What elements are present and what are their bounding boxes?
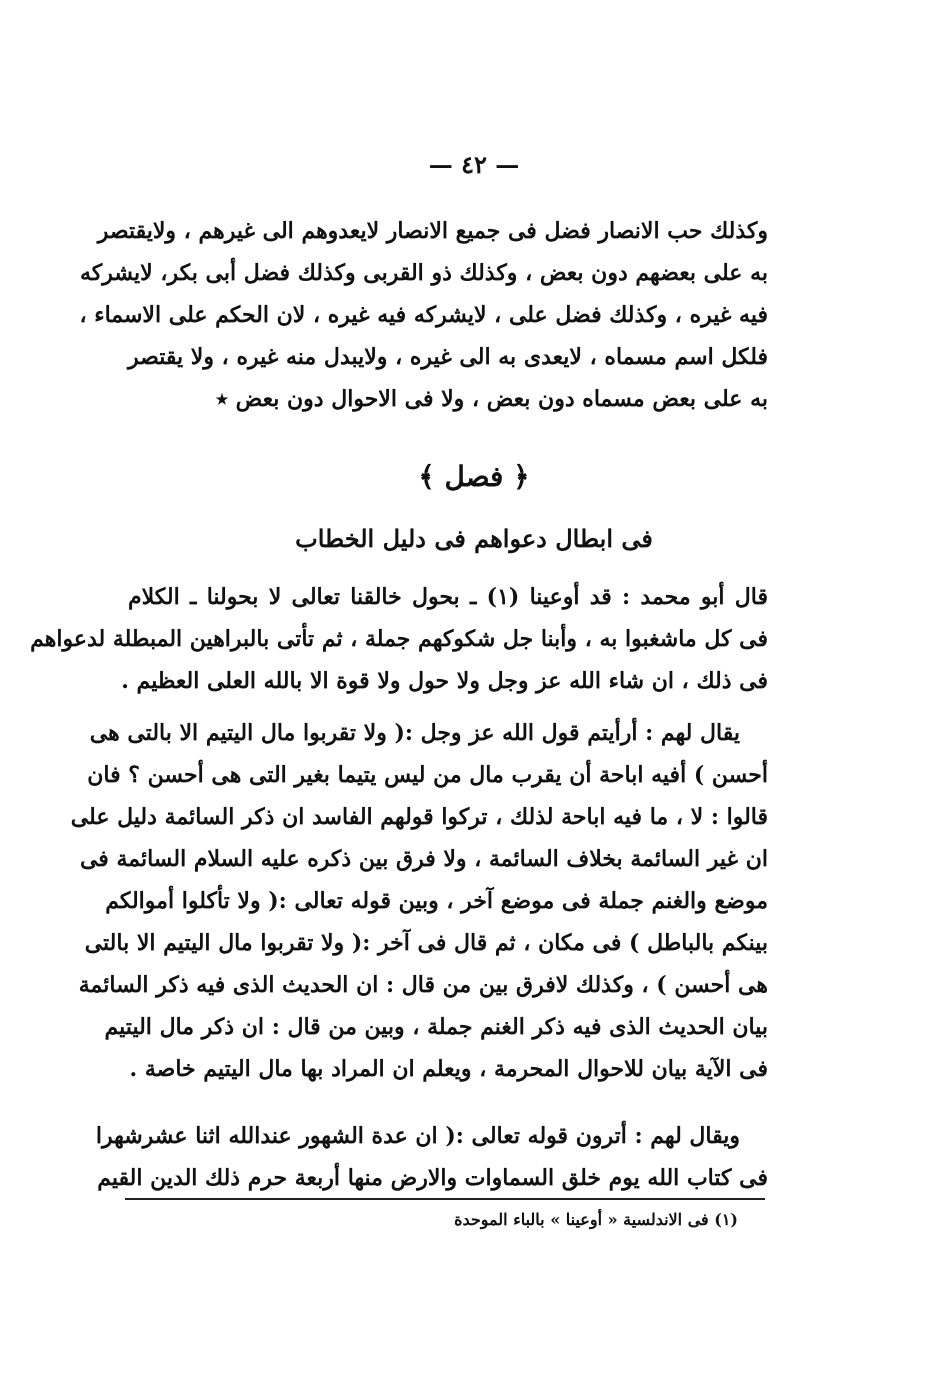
- text-line: يقال لهم : أرأيتم قول الله عز وجل :( ولا تقربوا مال اليتيم الا بالتى هى: [89, 720, 740, 746]
- footnote-divider: [125, 1198, 765, 1200]
- paragraph-2: [30, 576, 769, 702]
- text-line: به على بعضهم دون بعض ، وكذلك ذو القربى وكذلك فضل أبى بكر، لايشركه: [80, 260, 768, 286]
- text-line: فيه غيره ، وكذلك فضل على ، لايشركه فيه غيره ، لان الحكم على الاسماء ،: [79, 302, 768, 328]
- text-line: موضع والغنم جملة فى موضع آخر ، وبين قوله تعالى :( ولا تأكلوا أموالكم: [105, 888, 768, 914]
- text-line: فى كل ماشغبوا به ، وأبنا جل شكوكهم جملة ، ثم تأتى بالبراهين المبطلة لدعواهم: [30, 626, 768, 652]
- paragraph-1: [79, 210, 768, 420]
- footnote: (١) فى الاندلسية « أوعينا » بالباء الموحدة: [454, 1210, 738, 1229]
- text-line: فلكل اسم مسماه ، لايعدى به الى غيره ، ولايبدل منه غيره ، ولا يقتصر: [128, 344, 768, 370]
- text-line: به على بعض مسماه دون بعض ، ولا فى الاحوال دون بعض ٭: [216, 386, 768, 412]
- paragraph-4: [95, 1115, 768, 1199]
- paragraph-3: [70, 712, 768, 1090]
- text-line: بينكم بالباطل ) فى مكان ، ثم قال فى آخر :( ولا تقربوا مال اليتيم الا بالتى: [84, 930, 768, 956]
- text-line: هى أحسن ) ، وكذلك لافرق بين من قال : ان الحديث الذى فيه ذكر السائمة: [78, 972, 768, 998]
- text-line: ويقال لهم : أترون قوله تعالى :( ان عدة الشهور عندالله اثنا عشرشهرا: [95, 1123, 740, 1149]
- page-number: — ٤٢ —: [428, 150, 520, 179]
- text-line: وكذلك حب الانصار فضل فى جميع الانصار لايعدوهم الى غيرهم ، ولايقتصر: [97, 218, 768, 244]
- text-line: فى كتاب الله يوم خلق السماوات والارض منها أربعة حرم ذلك الدين القيم: [97, 1165, 768, 1191]
- text-line: فى الآية بيان للاحوال المحرمة ، ويعلم ان المراد بها مال اليتيم خاصة .: [129, 1056, 768, 1082]
- text-line: ان غير السائمة بخلاف السائمة ، ولا فرق بين ذكره عليه السلام السائمة فى: [79, 846, 768, 872]
- text-line: أحسن ) أفيه اباحة أن يقرب مال من ليس يتيما بغير التى هى أحسن ؟ فان: [87, 762, 768, 788]
- text-line: فى ذلك ، ان شاء الله عز وجل ولا حول ولا قوة الا بالله العلى العظيم .: [121, 668, 768, 694]
- text-line: قالوا : لا ، ما فيه اباحة لذلك ، تركوا قولهم الفاسد ان ذكر السائمة دليل على: [70, 804, 768, 830]
- section-title: ﴿ فصل ﴾: [418, 460, 530, 493]
- section-subtitle: فى ابطال دعواهم فى دليل الخطاب: [295, 524, 653, 553]
- text-line: قال أبو محمد : قد أوعينا (١) ـ بحول خالقنا تعالى لا بحولنا ـ الكلام: [128, 584, 769, 610]
- text-line: بيان الحديث الذى فيه ذكر الغنم جملة ، وبين من قال : ان ذكر مال اليتيم: [104, 1014, 768, 1040]
